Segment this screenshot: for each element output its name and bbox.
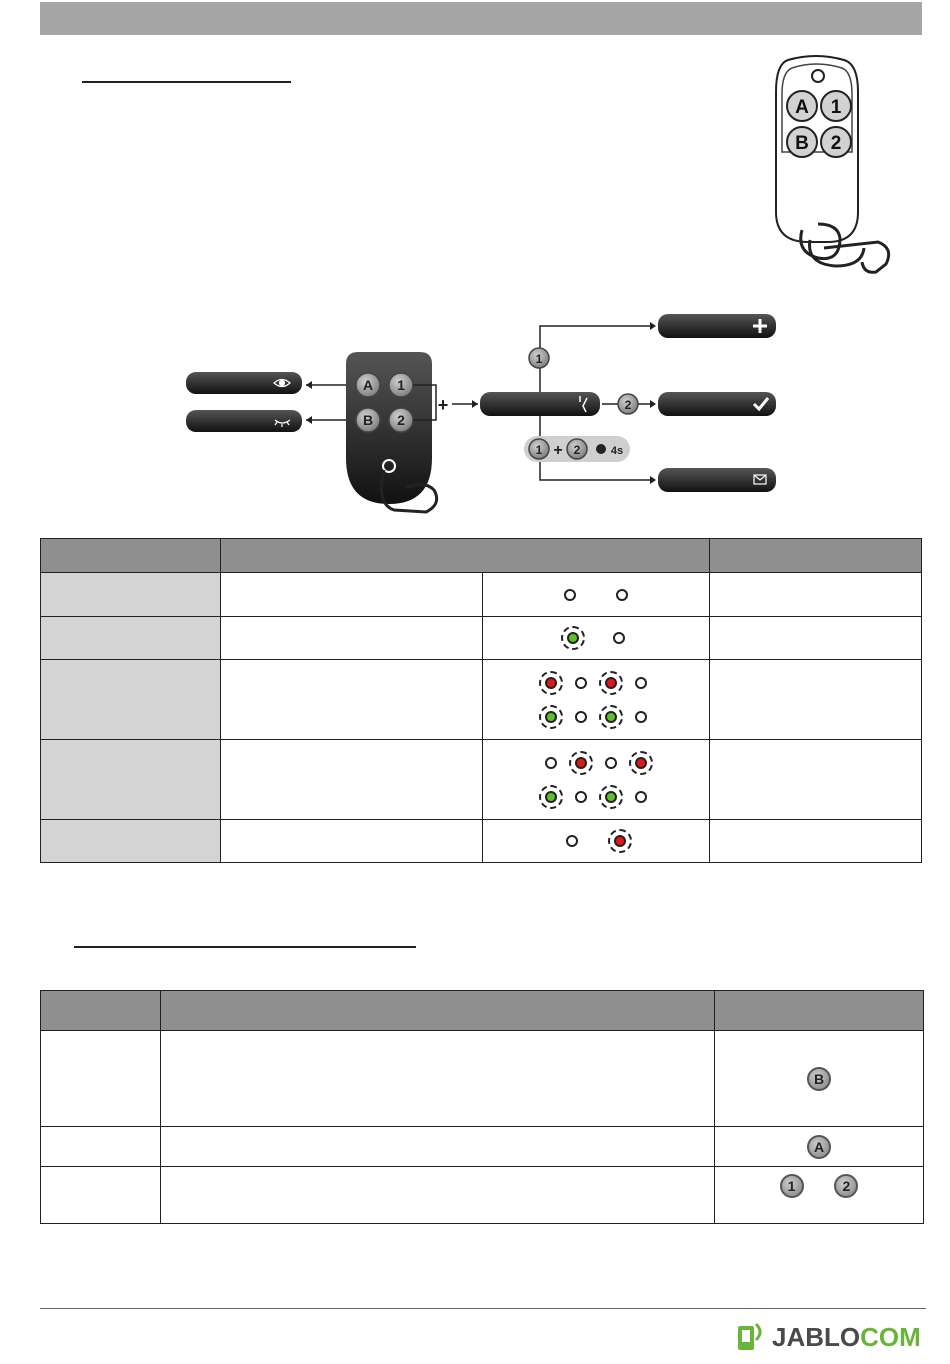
footer-divider <box>40 1308 926 1309</box>
clock-icon <box>596 444 606 454</box>
led-off-icon <box>545 757 557 769</box>
combo-key-1: 1 <box>535 443 543 457</box>
key-b-icon: B <box>807 1067 831 1091</box>
fob-key-1: 1 <box>830 97 842 118</box>
led-red-blink-icon <box>575 757 587 769</box>
table-row <box>41 660 922 740</box>
combo-plus: + <box>553 442 563 459</box>
led-cell <box>483 617 710 660</box>
led-off-icon <box>575 711 587 723</box>
led-red-blink-icon <box>605 677 617 689</box>
led-red-blink-icon <box>635 757 647 769</box>
table-row <box>41 1127 924 1167</box>
table-header-row <box>41 539 922 573</box>
jablocom-logo <box>736 1320 921 1354</box>
table-row <box>41 740 922 820</box>
led-off-icon <box>635 677 647 689</box>
table-row <box>41 1167 924 1224</box>
section-title-underline-1 <box>82 81 291 83</box>
led-indication-table <box>40 538 922 863</box>
led-green-blink-icon <box>605 791 617 803</box>
combo-time: 4s <box>610 445 624 457</box>
branch-key-1: 1 <box>535 352 543 366</box>
confirm-bar <box>658 392 776 416</box>
key-2-icon: 2 <box>834 1174 858 1198</box>
logo-text-com: COM <box>860 1321 921 1352</box>
table-row <box>41 573 922 617</box>
key-1-icon: 1 <box>780 1174 804 1198</box>
fob-key-2: 2 <box>830 133 842 154</box>
fob-key-b: B <box>795 133 809 154</box>
table-row <box>41 1031 924 1127</box>
keyfob-illustration <box>766 52 900 280</box>
led-off-icon <box>635 791 647 803</box>
diagram-key-1: 1 <box>397 377 405 393</box>
table-header-row <box>41 991 924 1031</box>
disarm-bar <box>186 410 302 432</box>
led-off-icon <box>575 791 587 803</box>
led-off-icon <box>575 677 587 689</box>
led-green-blink-icon <box>567 632 579 644</box>
button-function-table <box>40 990 924 1224</box>
header-bar <box>40 2 922 35</box>
led-red-blink-icon <box>614 835 626 847</box>
function-diagram <box>180 308 780 518</box>
table-row <box>41 617 922 660</box>
led-green-blink-icon <box>605 711 617 723</box>
diagram-key-2: 2 <box>397 412 405 428</box>
branch-key-2: 2 <box>624 398 632 412</box>
key-a-icon: A <box>807 1135 831 1159</box>
table-row <box>41 820 922 863</box>
led-off-icon <box>616 589 628 601</box>
led-red-blink-icon <box>545 677 557 689</box>
combo-key-2: 2 <box>573 443 581 457</box>
message-bar <box>658 468 776 492</box>
led-cell <box>483 740 710 820</box>
led-off-icon <box>613 632 625 644</box>
led-cell <box>483 660 710 740</box>
led-off-icon <box>566 835 578 847</box>
service-bar <box>480 392 600 416</box>
diagram-key-a: A <box>362 377 374 393</box>
led-off-icon <box>564 589 576 601</box>
fob-key-a: A <box>795 97 809 118</box>
led-off-icon <box>605 757 617 769</box>
jablocom-logo-icon <box>736 1320 766 1354</box>
diagram-plus: + <box>437 395 449 415</box>
led-green-blink-icon <box>545 791 557 803</box>
diagram-key-b: B <box>362 412 374 428</box>
led-cell <box>483 820 710 863</box>
led-off-icon <box>635 711 647 723</box>
led-cell <box>483 573 710 617</box>
led-green-blink-icon <box>545 711 557 723</box>
logo-text-jablo: JABLO <box>772 1321 861 1352</box>
section-title-underline-2 <box>74 946 416 948</box>
